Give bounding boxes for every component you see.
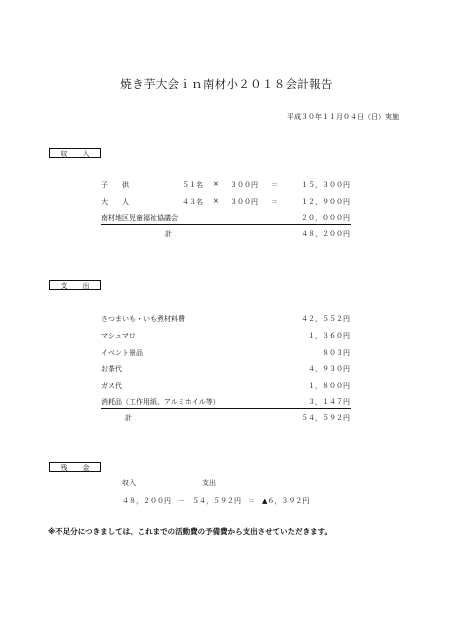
income-total-amount: ４８，２００円 — [301, 230, 350, 238]
expense-row-potatoes-name: さつまいも・いも煮材料費 — [101, 315, 185, 323]
income-row-adults-times: × — [213, 197, 219, 205]
expense-row-prizes-amount: ８０３円 — [322, 349, 350, 357]
income-row-council-name: 南材地区児童福祉協議会 — [101, 214, 178, 222]
expense-row-gas-amount: １，８００円 — [308, 382, 350, 390]
expense-total-rule — [101, 408, 351, 409]
event-date: 平成３０年１１月０４日（日）実施 — [287, 113, 399, 121]
expense-total-label: 計 — [125, 414, 132, 422]
income-section-label: 収 入 — [49, 148, 101, 158]
income-row-adults-name: 大 人 — [101, 198, 129, 206]
expense-row-supplies-name: 消耗品（工作用紙、アルミホイル等） — [101, 398, 220, 406]
income-total-rule — [101, 224, 351, 225]
expense-row-marshmallow-amount: １，３６０円 — [308, 332, 350, 340]
balance-formula: ４８，２００円 － ５４，５９２円 ＝ ▲６，３９２円 — [122, 497, 310, 505]
income-row-children-name: 子 供 — [101, 181, 129, 189]
income-row-children-times: × — [213, 180, 219, 188]
expense-row-tea-amount: ４，９３０円 — [308, 365, 350, 373]
expense-row-marshmallow-name: マシュマロ — [101, 332, 136, 340]
income-row-adults-amount: １２，９００円 — [301, 198, 350, 206]
income-row-adults-price: ３００円 — [230, 198, 258, 206]
income-row-children-amount: １５，３００円 — [301, 181, 350, 189]
income-row-council-amount: ２０，０００円 — [301, 214, 350, 222]
income-row-adults-qty: ４３名 — [182, 198, 203, 206]
report-title: 焼き芋大会ｉｎ南材小２０１８会計報告 — [120, 77, 333, 91]
expense-row-potatoes-amount: ４２，５５２円 — [301, 315, 350, 323]
income-row-children-price: ３００円 — [230, 181, 258, 189]
expense-row-tea-name: お茶代 — [101, 365, 122, 373]
balance-expense-label: 支出 — [202, 479, 216, 487]
expense-section-label: 支 出 — [49, 280, 101, 290]
balance-income-label: 収入 — [122, 479, 136, 487]
income-total-label: 計 — [165, 230, 172, 238]
expense-row-gas-name: ガス代 — [101, 382, 122, 390]
income-row-children-qty: ５１名 — [182, 181, 203, 189]
income-row-children-eq: ＝ — [271, 181, 278, 189]
shortfall-note: ※不足分につきましては、これまでの活動費の予備費から支出させていただきます。 — [48, 527, 333, 536]
expense-row-prizes-name: イベント景品 — [101, 349, 143, 357]
expense-row-supplies-amount: ３，１４７円 — [308, 398, 350, 406]
income-row-adults-eq: ＝ — [271, 198, 278, 206]
balance-section-label: 残 金 — [49, 462, 101, 472]
expense-total-amount: ５４，５９２円 — [301, 414, 350, 422]
